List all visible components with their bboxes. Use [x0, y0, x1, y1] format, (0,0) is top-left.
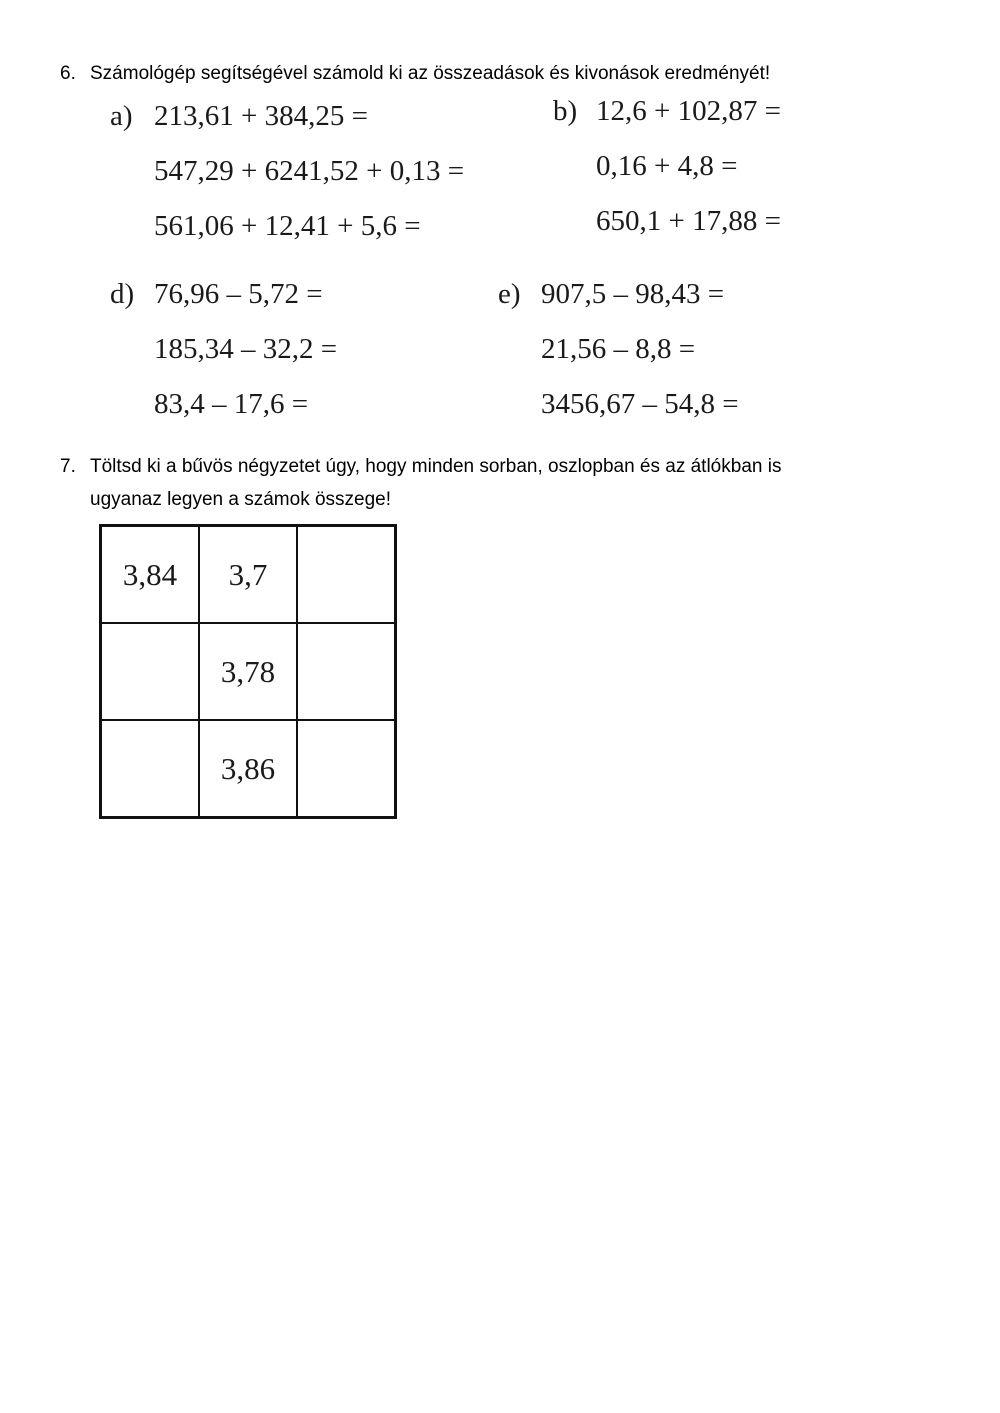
expression-e1: 907,5 – 98,43 = — [541, 278, 725, 310]
expression-a2: 547,29 + 6241,52 + 0,13 = — [154, 155, 465, 187]
magic-square — [99, 524, 397, 819]
expression-e2: 21,56 – 8,8 = — [541, 333, 696, 365]
magic-square-row — [101, 623, 396, 720]
magic-square-cell: 3,78 — [199, 623, 297, 720]
expression-a1: 213,61 + 384,25 = — [154, 100, 368, 132]
magic-square-cell: 3,7 — [199, 526, 297, 624]
group-d-label: d) — [110, 278, 135, 310]
expression-b3: 650,1 + 17,88 = — [596, 205, 781, 237]
expression-d1: 76,96 – 5,72 = — [154, 278, 323, 310]
magic-square-cell[interactable] — [297, 720, 396, 818]
task-7-number: 7. — [60, 456, 76, 477]
expression-d2: 185,34 – 32,2 = — [154, 333, 338, 365]
expression-e3: 3456,67 – 54,8 = — [541, 388, 739, 420]
magic-square-row — [101, 720, 396, 818]
magic-square-cell[interactable] — [297, 526, 396, 624]
magic-square-cell: 3,86 — [199, 720, 297, 818]
expression-b2: 0,16 + 4,8 = — [596, 150, 738, 182]
expression-d3: 83,4 – 17,6 = — [154, 388, 309, 420]
group-b-label: b) — [553, 95, 578, 127]
magic-square-cell: 3,84 — [101, 526, 200, 624]
task-6-instruction: Számológép segítségével számold ki az összeadások és kivonások eredményét! — [90, 63, 771, 84]
magic-square-cell[interactable] — [297, 623, 396, 720]
group-a-label: a) — [110, 100, 133, 132]
magic-square-cell[interactable] — [101, 720, 200, 818]
magic-square-row — [101, 526, 396, 624]
task-7-instruction-line-2: ugyanaz legyen a számok összege! — [90, 489, 392, 510]
group-e-label: e) — [498, 278, 521, 310]
task-6-number: 6. — [60, 63, 76, 84]
task-7-instruction-line-1: Töltsd ki a bűvös négyzetet úgy, hogy minden sorban, oszlopban és az átlókban is — [90, 456, 782, 477]
magic-square-cell[interactable] — [101, 623, 200, 720]
expression-a3: 561,06 + 12,41 + 5,6 = — [154, 210, 421, 242]
expression-b1: 12,6 + 102,87 = — [596, 95, 781, 127]
